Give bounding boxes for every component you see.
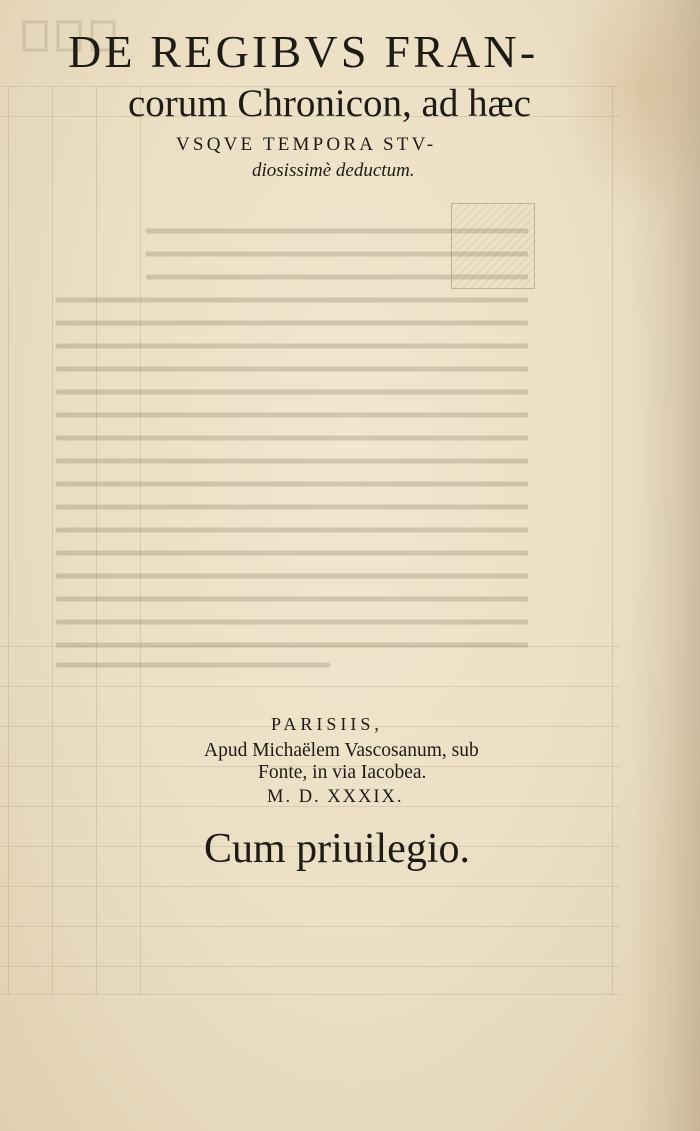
title-line-1: DE REGIBVS FRAN-	[68, 26, 539, 77]
imprint-date: M. D. XXXIX.	[267, 787, 404, 807]
title-line-2: corum Chronicon, ad hæc	[128, 82, 531, 125]
privilege-notice: Cum priuilegio.	[204, 826, 470, 872]
imprint-printer-line-1: Apud Michaëlem Vascosanum, sub	[204, 740, 479, 761]
title-line-3: VSQVE TEMPORA STV-	[176, 134, 437, 155]
imprint-city: PARISIIS,	[271, 714, 383, 734]
title-line-4: diosissimè deductum.	[252, 160, 415, 181]
bleed-through-woodcut-initial	[451, 203, 535, 289]
imprint-printer-line-2: Fonte, in via Iacobea.	[258, 762, 427, 783]
gutter-shadow	[630, 0, 700, 1131]
